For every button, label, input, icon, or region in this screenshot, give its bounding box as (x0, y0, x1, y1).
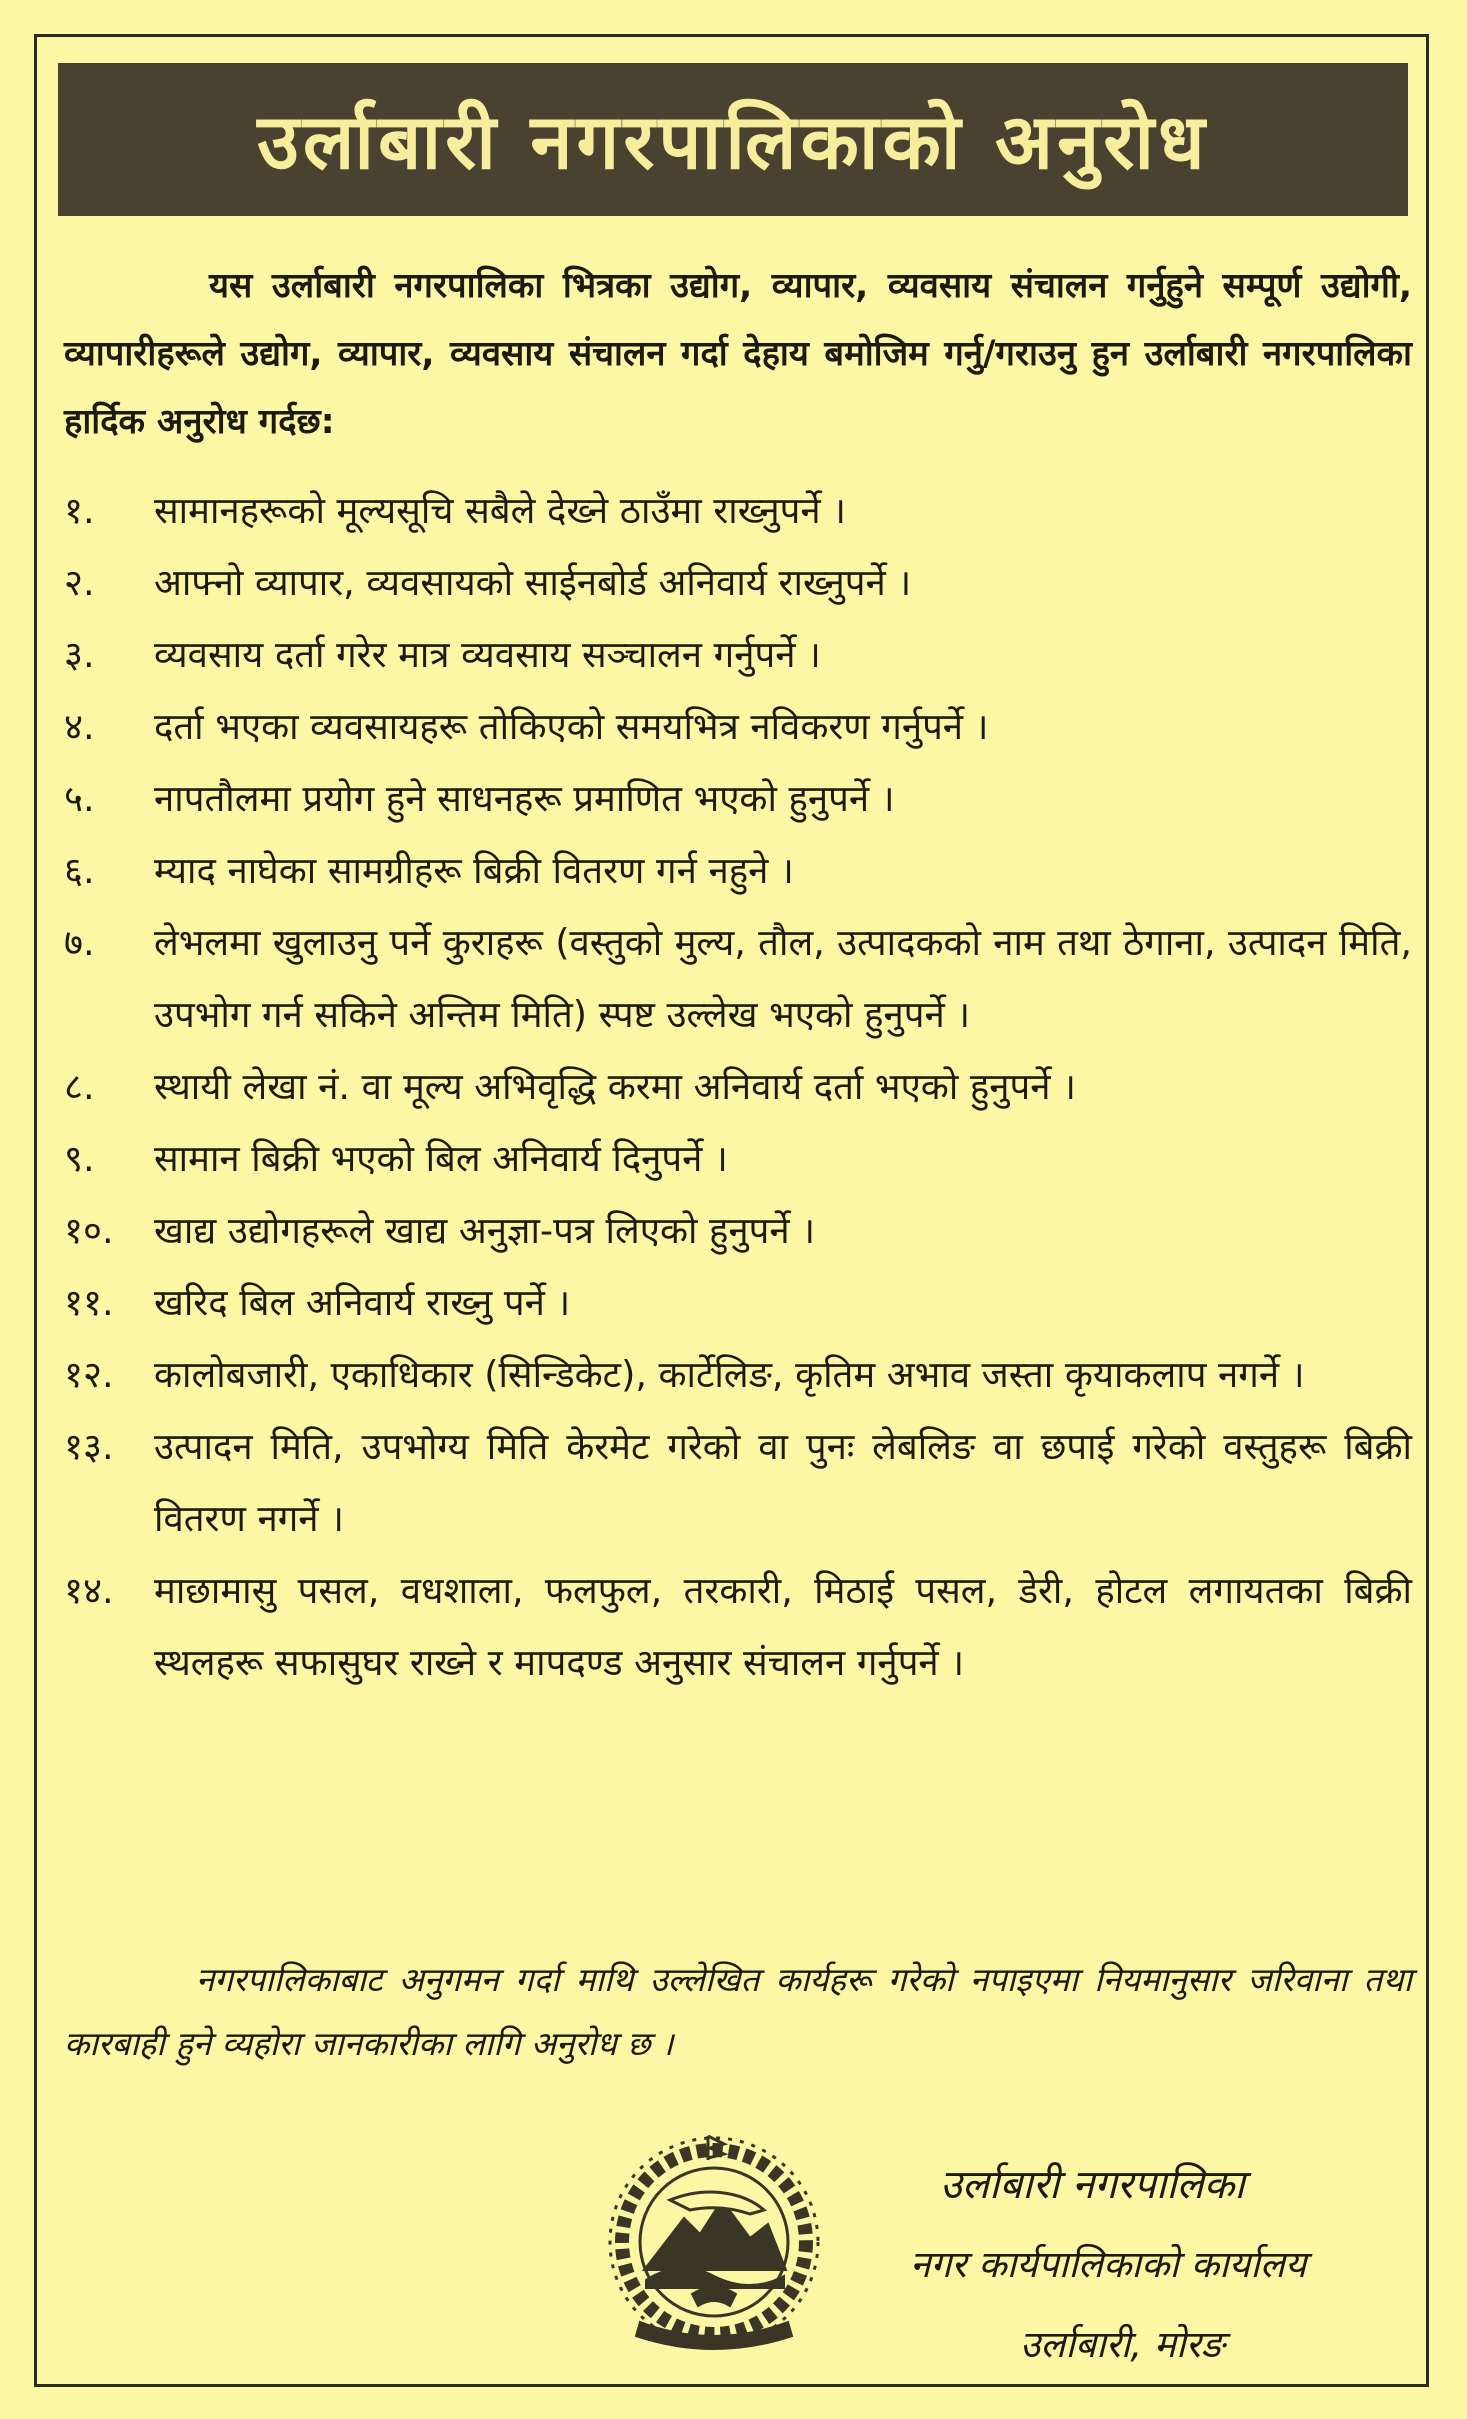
list-item-number: ७. (64, 921, 95, 964)
request-list (64, 475, 1412, 1699)
list-item (64, 1267, 1412, 1339)
nepal-emblem-icon (600, 2130, 828, 2354)
list-item-text: माछामासु पसल, वधशाला, फलफुल, तरकारी, मिठाई पसल, डेरी, होटल लगायतका बिक्री स्थलहरू सफासुघर राख्ने र मापदण्ड अनुसार संचालन गर्नुपर्ने । (154, 1569, 1412, 1684)
signature-block (880, 2145, 1420, 2385)
emblem-graphic (600, 2130, 828, 2354)
list-item-text: खरिद बिल अनिवार्य राख्नु पर्ने । (154, 1281, 571, 1324)
list-item-text: कालोबजारी, एकाधिकार (सिन्डिकेट), कार्टेलिङ, कृतिम अभाव जस्ता कृयाकलाप नगर्ने । (154, 1353, 1305, 1396)
closing-paragraph: नगरपालिकाबाट अनुगमन गर्दा माथि उल्लेखित कार्यहरू गरेको नपाइएमा नियमानुसार जरिवाना तथा कारबाही हुने व्यहोरा जानकारीका लागि अनुरोध छ । (64, 1960, 1412, 2063)
list-item-text: म्याद नाघेका सामग्रीहरू बिक्री वितरण गर्न नहुने । (154, 849, 794, 892)
list-item-number: ४. (64, 705, 95, 748)
list-item (64, 1339, 1412, 1411)
list-item-number: ११. (64, 1281, 114, 1324)
list-item-text: व्यवसाय दर्ता गरेर मात्र व्यवसाय सञ्चालन गर्नुपर्ने । (154, 633, 821, 676)
municipality-name: उर्लाबारी नगरपालिका (940, 2162, 1245, 2208)
list-item-number: १३. (64, 1425, 114, 1468)
list-item-number: १४. (64, 1569, 114, 1612)
notice-title: उर्लाबारी नगरपालिकाको अनुरोध (257, 97, 1209, 186)
list-item-number: ६. (64, 849, 95, 892)
intro-paragraph: यस उर्लाबारी नगरपालिका भित्रका उद्योग, व्यापार, व्यवसाय संचालन गर्नुहुने सम्पूर्ण उद्योगी, व्यापारीहरूले उद्योग, व्यापार, व्यवसाय संचालन गर्दा देहाय बमोजिम गर्नु/गराउनु हुन उर्लाबारी नगरपालिका हार्दिक अनुरोध गर्दछ: (64, 266, 1412, 442)
list-item-text: सामान बिक्री भएको बिल अनिवार्य दिनुपर्ने । (154, 1137, 728, 1180)
list-item (64, 691, 1412, 763)
list-item-number: ८. (64, 1065, 95, 1108)
list-item (64, 763, 1412, 835)
list-item-number: १२. (64, 1353, 114, 1396)
list-item-number: २. (64, 561, 95, 604)
office-name: नगर कार्यपालिकाको कार्यालय (910, 2243, 1307, 2286)
list-item (64, 1411, 1412, 1555)
list-item-text: स्थायी लेखा नं. वा मूल्य अभिवृद्धि करमा अनिवार्य दर्ता भएको हुनुपर्ने । (154, 1065, 1076, 1108)
list-item (64, 1555, 1412, 1699)
title-banner (58, 63, 1408, 216)
list-item (64, 1195, 1412, 1267)
list-item (64, 619, 1412, 691)
list-item-number: ५. (64, 777, 95, 820)
list-item-text: खाद्य उद्योगहरूले खाद्य अनुज्ञा-पत्र लिएको हुनुपर्ने । (154, 1209, 816, 1252)
list-item-number: ९. (64, 1137, 95, 1180)
list-item-text: नापतौलमा प्रयोग हुने साधनहरू प्रमाणित भएको हुनुपर्ने । (154, 777, 895, 820)
list-item-text: उत्पादन मिति, उपभोग्य मिति केरमेट गरेको वा पुनः लेबलिङ वा छपाई गरेको वस्तुहरू बिक्री वितरण नगर्ने । (154, 1425, 1412, 1540)
list-item (64, 835, 1412, 907)
list-item (64, 907, 1412, 1051)
list-item (64, 475, 1412, 547)
office-location: उर्लाबारी, मोरङ (1020, 2323, 1225, 2366)
list-item-text: लेभलमा खुलाउनु पर्ने कुराहरू (वस्तुको मुल्य, तौल, उत्पादकको नाम तथा ठेगाना, उत्पादन मिति, उपभोग गर्न सकिने अन्तिम मिति) स्पष्ट उल्लेख भएको हुनुपर्ने । (154, 921, 1412, 1036)
list-item-text: दर्ता भएका व्यवसायहरू तोकिएको समयभित्र नविकरण गर्नुपर्ने । (154, 705, 989, 748)
list-item-number: १. (64, 489, 95, 532)
list-item (64, 1051, 1412, 1123)
list-item-number: १०. (64, 1209, 114, 1252)
list-item (64, 547, 1412, 619)
list-item (64, 1123, 1412, 1195)
list-item-text: सामानहरूको मूल्यसूचि सबैले देख्ने ठाउँमा राख्नुपर्ने । (154, 489, 847, 532)
list-item-text: आफ्नो व्यापार, व्यवसायको साईनबोर्ड अनिवार्य राख्नुपर्ने । (154, 561, 912, 604)
list-item-number: ३. (64, 633, 95, 676)
